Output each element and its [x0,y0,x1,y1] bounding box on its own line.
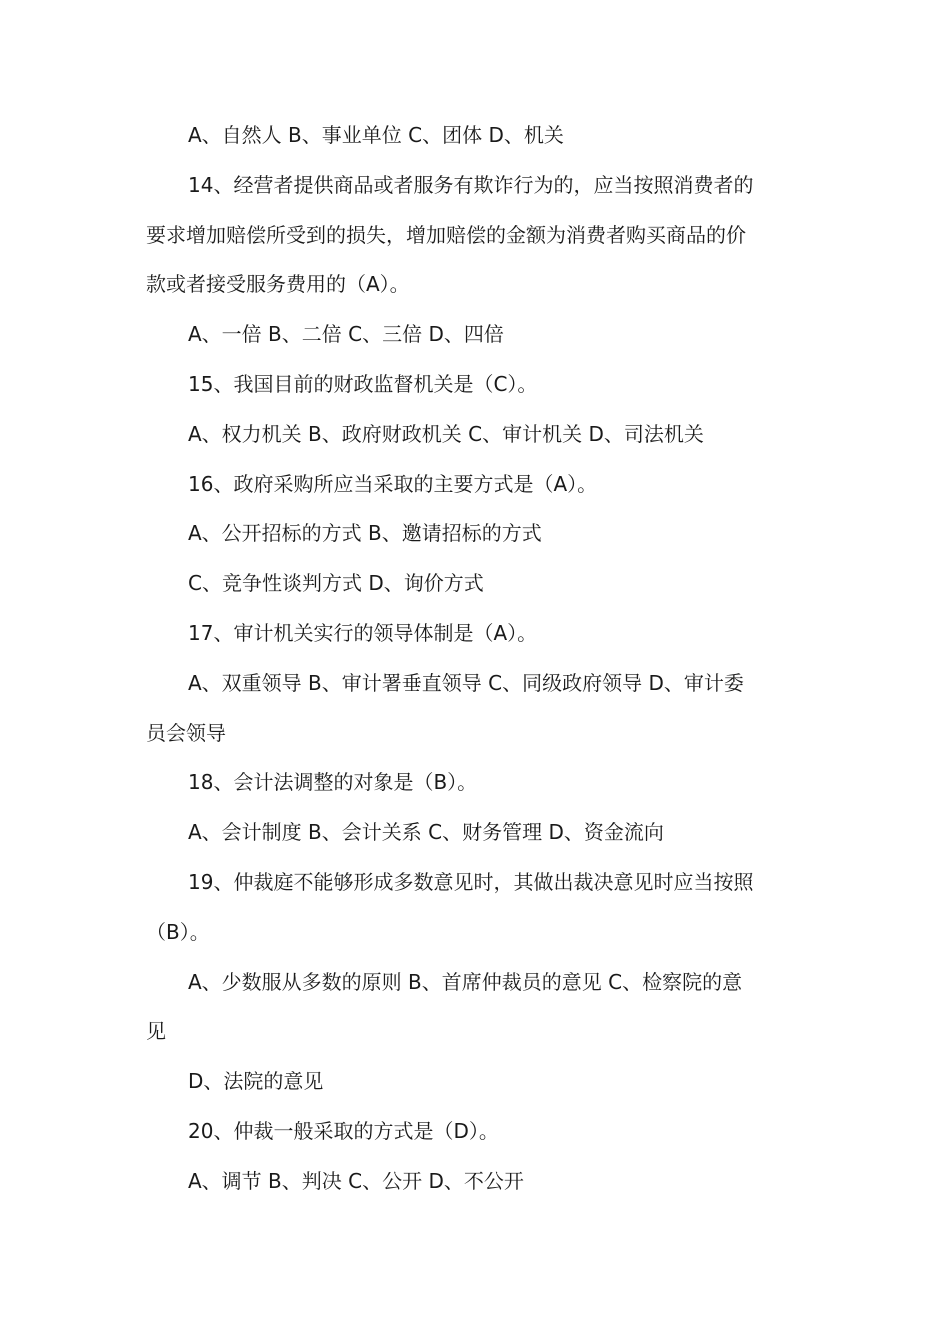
text-line: 16、政府采购所应当采取的主要方式是（A）。 [188,471,598,496]
text-line: 15、我国目前的财政监督机关是（C）。 [188,371,538,396]
text-line: 员会领导 [146,720,226,745]
text-line: A、自然人 B、事业单位 C、团体 D、机关 [188,123,564,147]
text-line: 19、仲裁庭不能够形成多数意见时，其做出裁决意见时应当按照 [188,869,754,894]
text-line: A、双重领导 B、审计署垂直领导 C、同级政府领导 D、审计委 [188,670,744,695]
text-line: 14、经营者提供商品或者服务有欺诈行为的，应当按照消费者的 [188,172,754,197]
text-line: A、会计制度 B、会计关系 C、财务管理 D、资金流向 [188,820,664,845]
text-line: A、公开招标的方式 B、邀请招标的方式 [188,521,542,546]
text-line: （B）。 [146,919,210,944]
text-line: A、一倍 B、二倍 C、三倍 D、四倍 [188,322,504,347]
text-line: A、权力机关 B、政府财政机关 C、审计机关 D、司法机关 [188,421,704,446]
text-line: 款或者接受服务费用的（A）。 [146,272,410,297]
text-line: 18、会计法调整的对象是（B）。 [188,770,478,795]
text-line: 见 [146,1019,166,1044]
text-line: 17、审计机关实行的领导体制是（A）。 [188,620,538,645]
text-line: D、法院的意见 [188,1069,324,1094]
text-line: A、调节 B、判决 C、公开 D、不公开 [188,1168,524,1193]
document-body [146,111,808,1207]
text-line: 20、仲裁一般采取的方式是（D）。 [188,1118,499,1143]
text-line: 要求增加赔偿所受到的损失，增加赔偿的金额为消费者购买商品的价 [146,222,746,247]
text-line: C、竞争性谈判方式 D、询价方式 [188,571,484,596]
text-line: A、少数服从多数的原则 B、首席仲裁员的意见 C、检察院的意 [188,969,743,994]
